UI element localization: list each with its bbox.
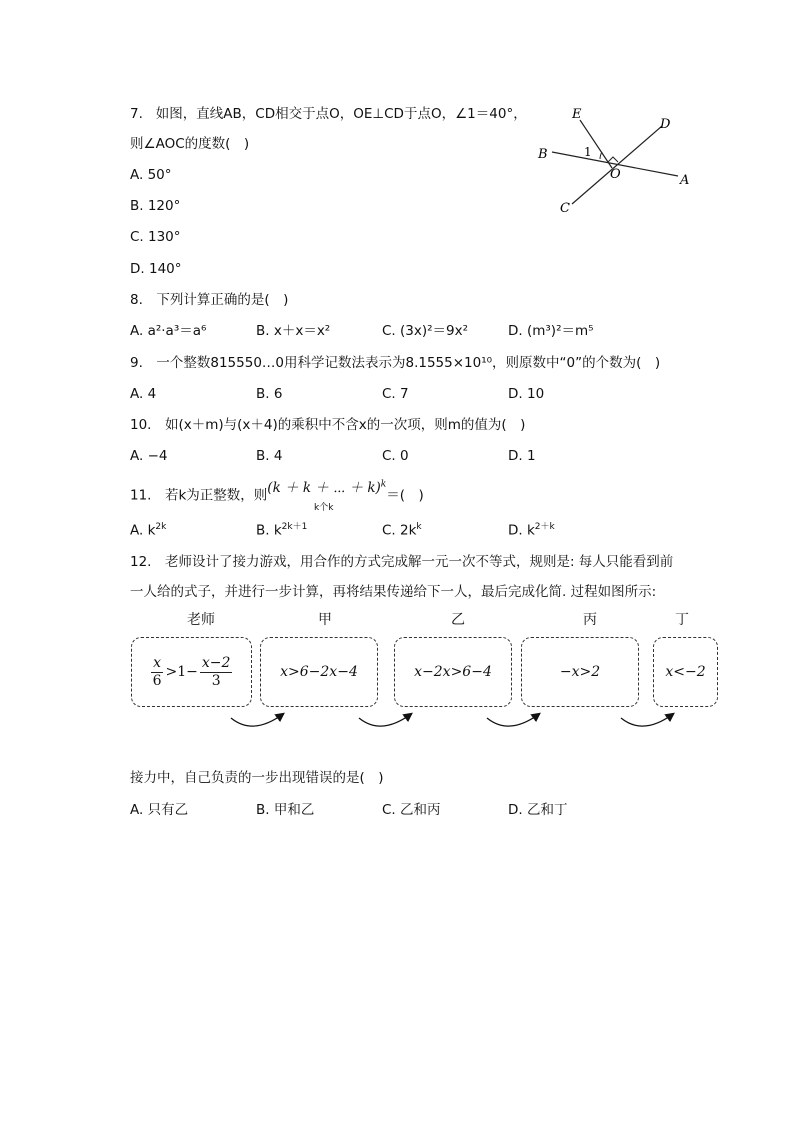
arrow-jia-to-yi: [359, 714, 411, 726]
arrow-teacher-to-jia: [231, 714, 283, 726]
q11-option-c: C. $2k^k$: [382, 522, 422, 539]
label-c: C: [560, 201, 570, 216]
q7-option-c: C. 130°: [130, 229, 181, 245]
q7-option-a: A. 50°: [130, 167, 172, 183]
q12-option-a: A. 只有乙: [130, 802, 189, 818]
relay-label-yi: 乙: [451, 612, 465, 628]
q10-option-d: D. 1: [508, 448, 536, 464]
q9-option-a: A. 4: [130, 386, 157, 402]
q11-option-b: B. $k^{2k+1}$: [256, 522, 308, 539]
q12-option-b: B. 甲和乙: [256, 802, 315, 818]
relay-label-jia: 甲: [318, 612, 332, 628]
relay-arrows: [225, 706, 725, 738]
arrow-bing-to-ding: [621, 714, 673, 726]
label-angle-1: 1: [584, 145, 592, 159]
q9-option-d: D. 10: [508, 386, 545, 402]
q8-option-a: A. a²·a³＝a⁶: [130, 323, 207, 339]
q8-option-c: C. (3x)²＝9x²: [382, 323, 469, 339]
relay-label-teacher: 老师: [187, 612, 215, 628]
relay-box-teacher: $\frac{x}{6}$ >1− $\frac{x-2}{3}$: [131, 637, 252, 707]
relay-label-bing: 丙: [583, 612, 597, 628]
q12-option-d: D. 乙和丁: [508, 802, 568, 818]
q12-question: 接力中，自己负责的一步出现错误的是( ): [130, 770, 384, 786]
line-cd: [572, 126, 662, 204]
q7-option-b: B. 120°: [130, 198, 181, 214]
q9-option-b: B. 6: [256, 386, 283, 402]
label-d: D: [660, 117, 671, 132]
q11-expression: (k ＋ k ＋ ⋯ ＋ k)$^k$: [267, 479, 387, 496]
relay-box-yi: x−2x>6−4: [394, 637, 512, 707]
label-b: B: [538, 147, 548, 162]
label-a: A: [680, 173, 690, 188]
relay-box-ding: x<−2: [653, 637, 718, 707]
relay-box-jia: x>6−2x−4: [260, 637, 378, 707]
q11-option-a: A. $k^{2k}$: [130, 522, 167, 539]
relay-label-ding: 丁: [675, 612, 689, 628]
label-o: O: [610, 167, 621, 182]
fraction-x-minus-2-over-3: $\frac{x-2}{3}$: [201, 654, 231, 689]
q9-option-c: C. 7: [382, 386, 409, 402]
q7-option-d: D. 140°: [130, 261, 182, 277]
q7-stem: 7. 如图，直线AB，CD相交于点O，OE⊥CD于点O，∠1＝40°，: [130, 106, 527, 122]
q8-option-d: D. (m³)²＝m⁵: [508, 323, 594, 339]
q7-stem-2: 则∠AOC的度数( ): [130, 136, 250, 152]
q10-option-b: B. 4: [256, 448, 283, 464]
relay-box-bing: −x>2: [521, 637, 639, 707]
q10-option-c: C. 0: [382, 448, 409, 464]
fraction-x-over-6: $\frac{x}{6}$: [152, 654, 162, 689]
right-angle-mark: [608, 157, 618, 162]
q7-angle-figure: [520, 100, 710, 220]
arrow-yi-to-bing: [487, 714, 539, 726]
q10-stem: 10. 如(x＋m)与(x＋4)的乘积中不含x的一次项，则m的值为( ): [130, 417, 526, 433]
q11-stem: 11. 若k为正整数，则(k ＋ k ＋ ⋯ ＋ k)$^k$＝( ): [130, 479, 424, 504]
q8-option-b: B. x＋x＝x²: [256, 323, 331, 339]
q11-option-d: D. $k^{2+k}$: [508, 522, 555, 539]
q10-option-a: A. −4: [130, 448, 168, 464]
label-e: E: [572, 107, 582, 122]
q12-stem-1: 12. 老师设计了接力游戏，用合作的方式完成解一元一次不等式，规则是: 每人只能看到前: [130, 554, 674, 570]
q8-stem: 8. 下列计算正确的是( ): [130, 292, 289, 308]
q12-stem-2: 一人给的式子，并进行一步计算，再将结果传递给下一人，最后完成化简. 过程如图所示:: [130, 584, 657, 600]
q9-stem: 9. 一个整数815550…0用科学记数法表示为8.1555×10¹⁰，则原数中“0”的个数为( ): [130, 355, 661, 371]
angle-1-arc: [600, 152, 602, 159]
q11-underbrace-note: k个k: [314, 503, 334, 513]
q12-option-c: C. 乙和丙: [382, 802, 441, 818]
